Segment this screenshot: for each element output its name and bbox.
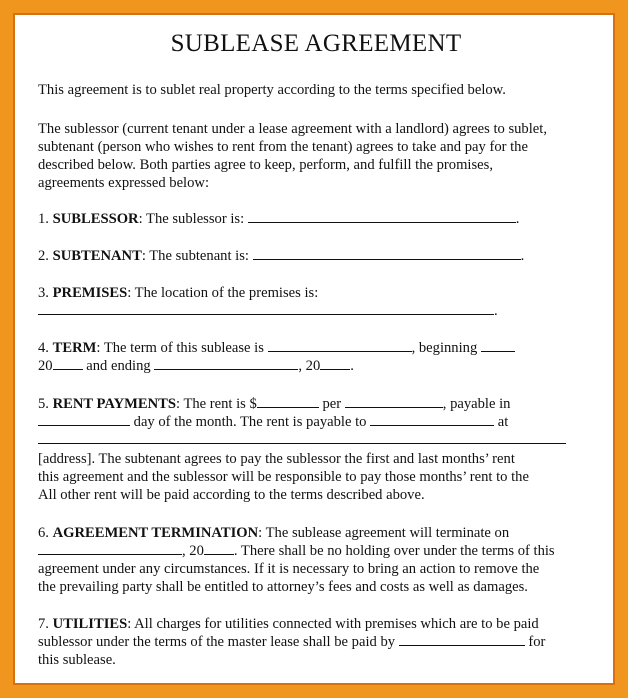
section-term: [38, 339, 515, 357]
section-heading: TERM: [52, 340, 97, 356]
intro-text: This agreement is to sublet real property according to the terms specified below.: [38, 82, 506, 98]
section-number: 6.: [38, 525, 49, 541]
utilities-text: sublessor under the terms of the master lease shall be paid by: [38, 634, 396, 650]
utilities-line-2: [38, 633, 545, 651]
rent-period-blank[interactable]: [345, 395, 443, 408]
document-page: [13, 13, 615, 685]
termination-text: . There shall be no holding over under the terms of this: [233, 543, 555, 559]
section-subtenant: 2. SUBTENANT: The subtenant is: .: [38, 248, 525, 264]
section-termination: [38, 524, 509, 542]
per-text: per: [322, 396, 342, 412]
section-number: 4.: [38, 340, 49, 356]
section-text: : The location of the premises is:: [127, 285, 319, 301]
twenty-text: 20: [38, 358, 53, 374]
section-text: : The subtenant is:: [141, 248, 249, 264]
twenty-text: , 20: [298, 358, 321, 374]
termination-text-line: agreement under any circumstances. If it is necessary to bring an action to remove the: [38, 561, 540, 577]
section-number: 7.: [38, 616, 49, 632]
utilities-payer-blank[interactable]: [399, 633, 525, 646]
rent-address-line: [38, 431, 566, 449]
termination-year-blank[interactable]: [204, 542, 234, 555]
section-sublessor: 1. SUBLESSOR: The sublessor is: .: [38, 211, 520, 227]
premises-line: .: [38, 302, 498, 320]
begin-year-blank[interactable]: [53, 357, 83, 370]
para-line: The sublessor (current tenant under a lease agreement with a landlord) agrees to sublet,: [38, 121, 547, 137]
para-line: agreements expressed below:: [38, 175, 210, 191]
section-rent: [38, 395, 510, 413]
section-number: 3.: [38, 285, 49, 301]
section-text: : The sublease agreement will terminate on: [258, 525, 510, 541]
rent-text-line: [address]. The subtenant agrees to pay the sublessor the first and last months’ rent: [38, 451, 515, 467]
sublessor-blank[interactable]: [248, 210, 516, 223]
and-ending-text: and ending: [86, 358, 151, 374]
section-text: : The rent is $: [176, 396, 257, 412]
section-text: : The sublessor is:: [138, 211, 245, 227]
payee-blank[interactable]: [370, 413, 494, 426]
day-text: day of the month. The rent is payable to: [133, 414, 367, 430]
section-heading: RENT PAYMENTS: [52, 396, 177, 412]
twenty-text: , 20: [182, 543, 204, 559]
rent-amount-blank[interactable]: [257, 395, 319, 408]
end-year-blank[interactable]: [320, 357, 350, 370]
section-heading: UTILITIES: [52, 616, 128, 632]
begin-blank[interactable]: [481, 339, 515, 352]
rent-line-2: [38, 413, 508, 431]
section-heading: SUBTENANT: [52, 248, 142, 264]
payable-in-text: , payable in: [442, 396, 511, 412]
section-text: : The term of this sublease is: [96, 340, 264, 356]
termination-text-line: the prevailing party shall be entitled to attorney’s fees and costs as well as damages.: [38, 579, 528, 595]
term-blank[interactable]: [268, 339, 412, 352]
rent-day-blank[interactable]: [38, 413, 130, 426]
section-text: : All charges for utilities connected with premises which are to be paid: [127, 616, 539, 632]
section-heading: AGREEMENT TERMINATION: [52, 525, 259, 541]
term-line-2: 20 and ending , 20 .: [38, 358, 354, 374]
section-heading: SUBLESSOR: [52, 211, 139, 227]
para-line: subtenant (person who wishes to rent from the tenant) agrees to take and pay for the: [38, 139, 528, 155]
premises-blank[interactable]: [38, 302, 494, 315]
para-line: described below. Both parties agree to keep, perform, and fulfill the promises,: [38, 157, 493, 173]
for-text: for: [528, 634, 546, 650]
utilities-text-line: this sublease.: [38, 652, 116, 668]
termination-line-2: [38, 542, 555, 560]
section-premises: [38, 284, 318, 302]
termination-date-blank[interactable]: [38, 542, 182, 555]
end-blank[interactable]: [154, 357, 298, 370]
beginning-text: , beginning: [411, 340, 478, 356]
section-number: 5.: [38, 396, 49, 412]
subtenant-blank[interactable]: [253, 247, 521, 260]
document-title: SUBLEASE AGREEMENT: [170, 30, 462, 57]
rent-text-line: All other rent will be paid according to the terms described above.: [38, 487, 425, 503]
section-number: 2.: [38, 248, 49, 264]
at-text: at: [497, 414, 509, 430]
section-heading: PREMISES: [52, 285, 128, 301]
section-number: 1.: [38, 211, 49, 227]
address-blank[interactable]: [38, 431, 566, 444]
section-utilities: [38, 615, 539, 633]
rent-text-line: this agreement and the sublessor will be responsible to pay those months’ rent to the: [38, 469, 529, 485]
